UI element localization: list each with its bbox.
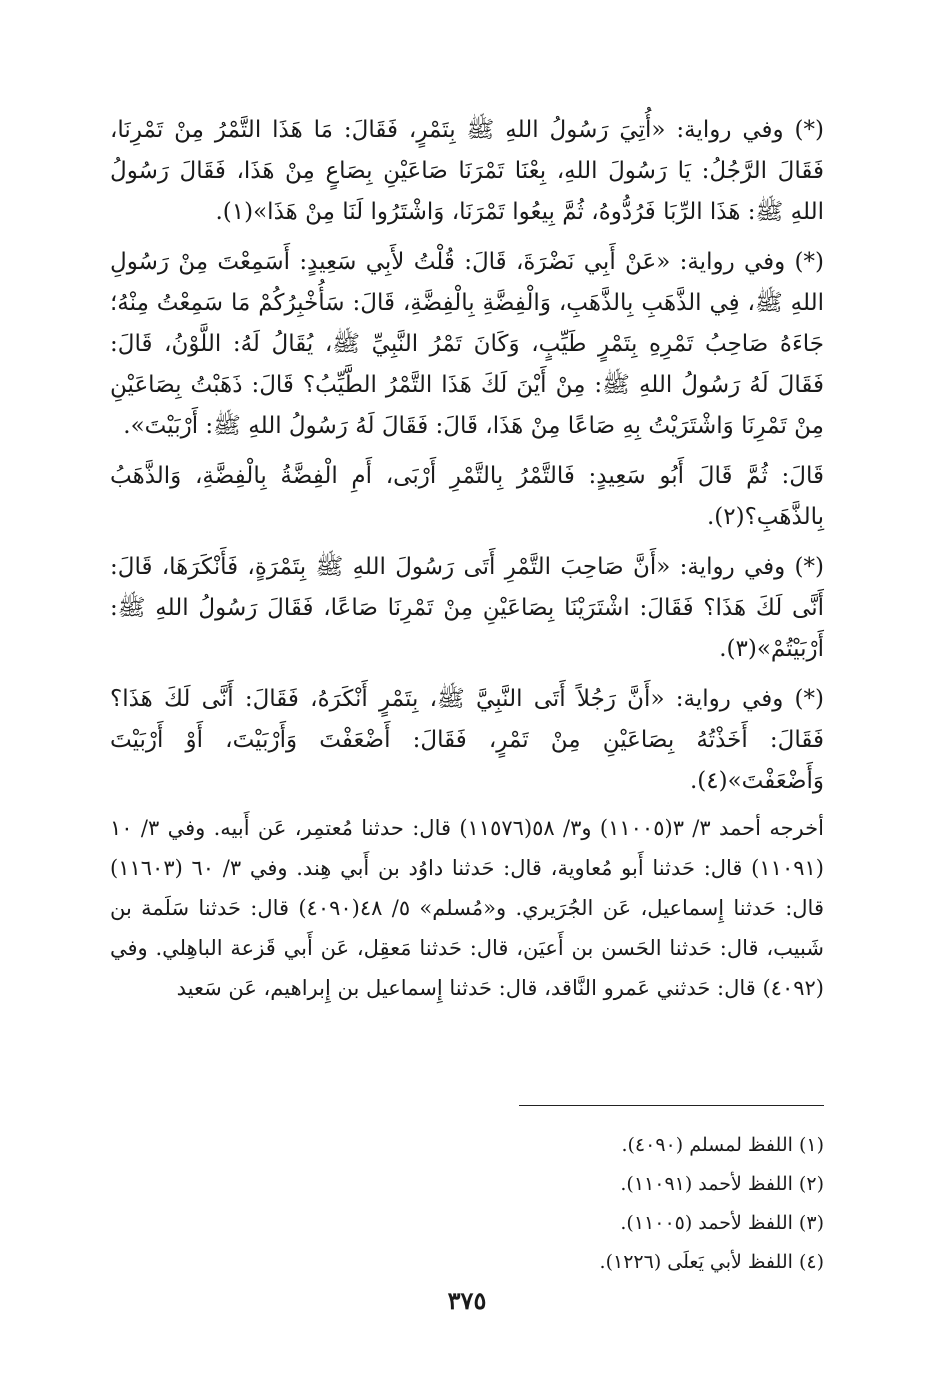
hadith-paragraph-4: (*) وفي رواية: «أَنَّ صَاحِبَ التَّمْرِ أَتَى رَسُولَ اللهِ ﷺ بِتَمْرَةٍ، فَأَنْكَرَهَا، قَالَ: أَنَّى لَكَ هَذَا؟ فَقَالَ: اشْتَرَيْنَا بِصَاعَيْنِ مِنْ تَمْرِنَا صَاعًا، فَقَالَ رَسُولُ اللهِ ﷺ: أَرْبَيْتُمْ»(٣). [110, 554, 824, 662]
hadith-paragraph-3: قَالَ: ثُمَّ قَالَ أَبُو سَعِيدٍ: فَالتَّمْرُ بِالتَّمْرِ أَرْبَى، أَمِ الْفِضَّةُ بِالْفِضَّةِ، وَالذَّهَبُ بِالذَّهَبِ؟(٢). [110, 463, 824, 530]
footnotes [110, 1126, 824, 1282]
main-text [110, 110, 824, 1017]
hadith-paragraph-1: (*) وفي رواية: «أُتِيَ رَسُولُ اللهِ ﷺ بِتَمْرٍ، فَقَالَ: مَا هَذَا التَّمْرُ مِنْ تَمْرِنَا، فَقَالَ الرَّجُلُ: يَا رَسُولَ اللهِ، بِعْنَا تَمْرَنَا صَاعَيْنِ بِصَاعٍ مِنْ هَذَا، فَقَالَ رَسُولُ اللهِ ﷺ: هَذَا الرِّبَا فَرُدُّوهُ، ثُمَّ بِيعُوا تَمْرَنَا، وَاشْتَرُوا لَنَا مِنْ هَذَا»(١). [110, 117, 824, 225]
footnote-3: (٣) اللفظ لأحمد (١١٠٠٥). [620, 1212, 824, 1234]
sources-paragraph: أخرجه أحمد ٣/ ٣(١١٠٠٥) و٣/ ٥٨(١١٥٧٦) قال: حدثنا مُعتمِر، عَن أَبيه. وفي ٣/ ١٠ (١١٠٩١) قال: حَدثنا أَبو مُعاوية، قال: حَدثنا داوُد بن أَبي هِند. وفي ٣/ ٦٠ (١١٦٠٣) قال: حَدثنا إِسماعيل، عَن الجُرَيري. و«مُسلم» ٥/ ٤٨(٤٠٩٠) قال: حَدثنا سَلَمة بن شَبيب، قال: حَدثنا الحَسن بن أَعيَن، قال: حَدثنا مَعقِل، عَن أَبي قَزعة الباهِلي. وفي (٤٠٩٢) قال: حَدثني عَمرو النَّاقد، قال: حَدثنا إِسماعيل بن إِبراهيم، عَن سَعيد [110, 816, 824, 1000]
hadith-paragraph-2: (*) وفي رواية: «عَنْ أَبِي نَضْرَةَ، قَالَ: قُلْتُ لأَبِي سَعِيدٍ: أَسَمِعْتَ مِنْ رَسُولِ اللهِ ﷺ، فِي الذَّهَبِ بِالذَّهَبِ، وَالْفِضَّةِ بِالْفِضَّةِ، قَالَ: سَأُخْبِرُكُمْ مَا سَمِعْتُ مِنْهُ؛ جَاءَهُ صَاحِبُ تَمْرِهِ بِتَمْرٍ طَيِّبٍ، وَكَانَ تَمْرُ النَّبِيِّ ﷺ، يُقَالُ لَهُ: اللَّوْنُ، قَالَ: فَقَالَ لَهُ رَسُولُ اللهِ ﷺ: مِنْ أَيْنَ لَكَ هَذَا التَّمْرُ الطَّيِّبُ؟ قَالَ: ذَهَبْتُ بِصَاعَيْنِ مِنْ تَمْرِنَا وَاشْتَرَيْتُ بِهِ صَاعًا مِنْ هَذَا، قَالَ: فَقَالَ لَهُ رَسُولُ اللهِ ﷺ: أَرْبَيْتَ». [110, 249, 824, 439]
footnote-2: (٢) اللفظ لأحمد (١١٠٩١). [620, 1173, 824, 1195]
footnote-divider [519, 1105, 824, 1106]
page-number: ٣٧٥ [447, 1286, 487, 1315]
footnote-4: (٤) اللفظ لأبي يَعلَى (١٢٢٦). [599, 1251, 824, 1273]
footnote-1: (١) اللفظ لمسلم (٤٠٩٠). [621, 1134, 824, 1156]
hadith-paragraph-5: (*) وفي رواية: «أَنَّ رَجُلاً أَتَى النَّبِيَّ ﷺ، بِتَمْرٍ أَنْكَرَهُ، فَقَالَ: أَنَّى لَكَ هَذَا؟ فَقَالَ: أَخَذْتُهُ بِصَاعَيْنِ مِنْ تَمْرٍ، فَقَالَ: أَضْعَفْتَ وَأَرْبَيْتَ، أَوْ أَرْبَيْتَ وَأَضْعَفْتَ»(٤). [110, 686, 824, 794]
